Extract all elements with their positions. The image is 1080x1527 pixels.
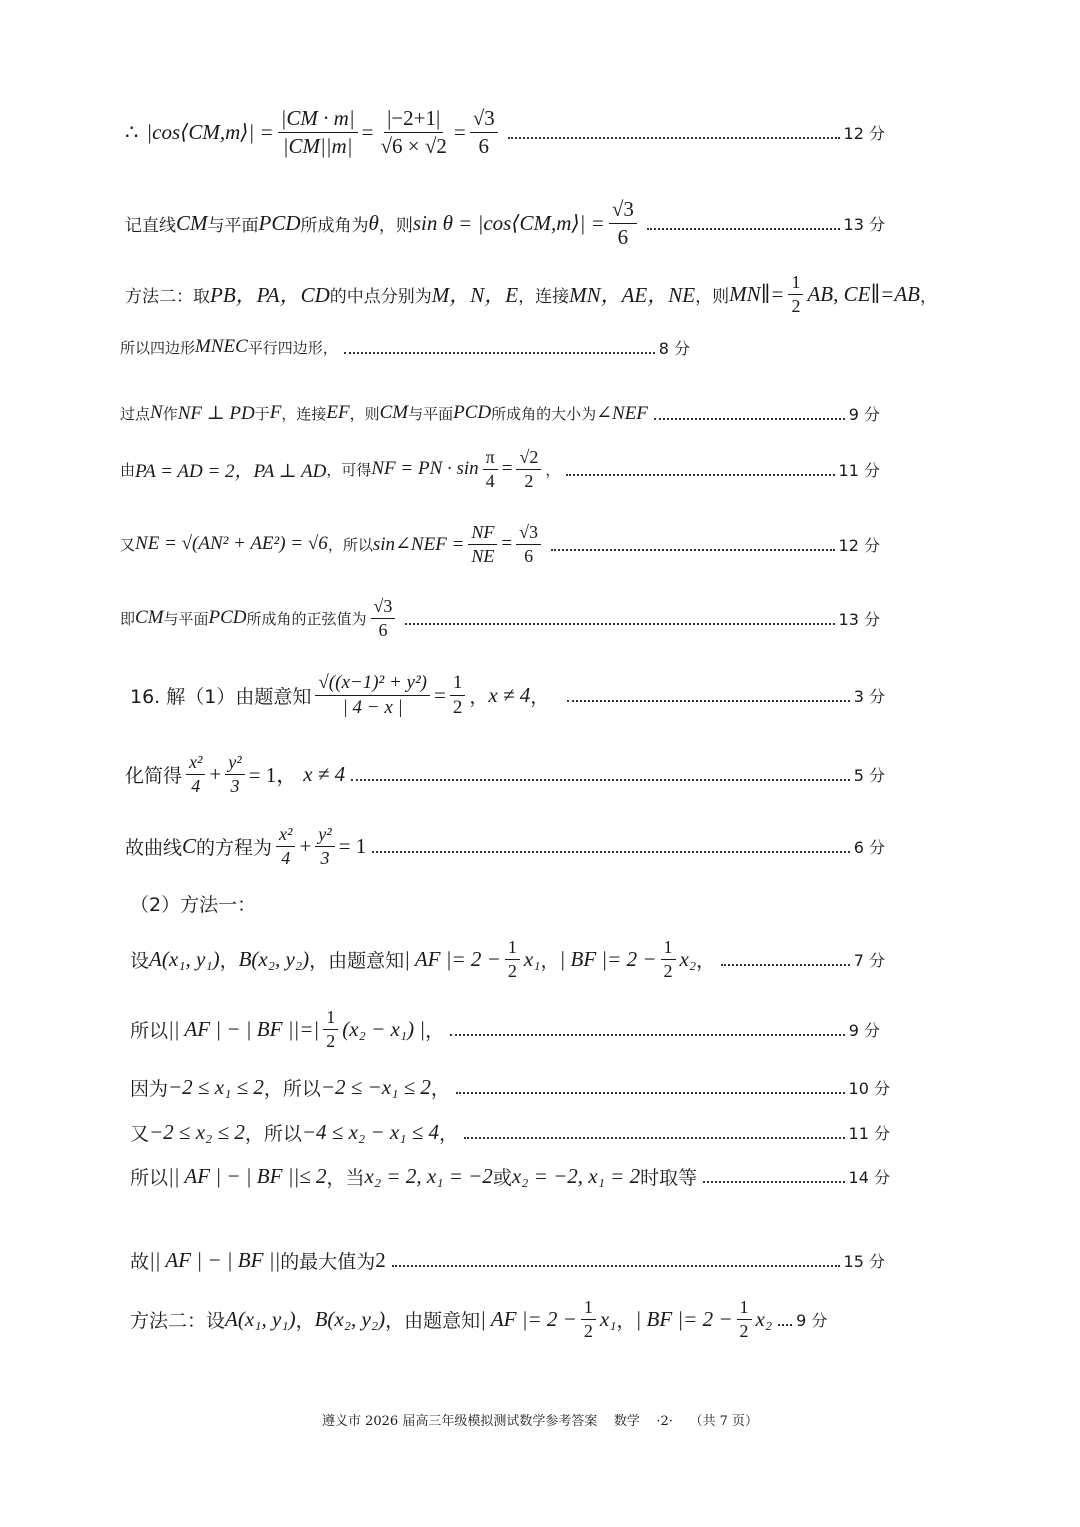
text-segment: ，连接 <box>281 404 327 423</box>
answer-line-19 <box>130 1290 885 1348</box>
math-segment: N <box>150 402 163 423</box>
fraction-x-squared: $\frac{\text{x²}}{4}$ <box>276 824 295 868</box>
text-segment: ， <box>295 1309 315 1332</box>
math-segment: −2 ≤ −x₁ ≤ 2 <box>320 1074 431 1099</box>
score-label: 14 分 <box>848 1167 890 1187</box>
leader-dots <box>551 549 835 551</box>
text-segment: 化简得 <box>125 764 183 787</box>
score-label: 10 分 <box>848 1078 890 1098</box>
math-segment: B(x₂, y₂) <box>238 946 310 971</box>
fraction-result: $\frac{√2}{2}$ <box>516 447 541 491</box>
math-segment: AB, CE∥=AB <box>807 281 921 306</box>
leader-dots <box>703 1181 844 1183</box>
equals-sign: = <box>361 119 374 144</box>
math-segment: NE = √(AN² + AE²) = √6 <box>135 533 328 554</box>
text-segment: ， <box>920 286 938 307</box>
math-segment: x ≠ 4 <box>303 761 346 786</box>
fraction-half: $\frac{1}{2}$ <box>788 272 803 316</box>
leader-dots <box>464 1137 845 1139</box>
text-segment: ， <box>219 949 239 972</box>
leader-dots <box>654 418 845 420</box>
text-segment: 于 <box>254 404 270 423</box>
math-segment: | BF |= 2 − <box>559 946 657 971</box>
math-segment: | AF |= 2 − <box>480 1306 577 1331</box>
score-label: 12 分 <box>843 123 885 143</box>
leader-dots <box>647 228 840 230</box>
text-segment: ， <box>696 949 716 972</box>
text-segment: ，则 <box>349 404 380 423</box>
math-segment: MNEC <box>195 336 248 357</box>
answer-line-2 <box>125 192 885 254</box>
text-segment: 所成角的正弦值为 <box>246 609 367 628</box>
text-segment: 又 <box>120 535 136 554</box>
fraction-dot-product: $\frac{|CM \cdot m|}{|CM||m|}$ <box>278 106 358 157</box>
math-segment: x₂ <box>755 1306 773 1331</box>
fraction-half: $\frac{1}{2}$ <box>450 672 466 719</box>
text-segment: ，所以 <box>327 535 373 554</box>
leader-dots <box>450 1034 845 1036</box>
score-label: 9 分 <box>796 1310 828 1330</box>
text-segment: 故 <box>130 1250 150 1273</box>
fraction-half: $\frac{1}{2}$ <box>581 1297 596 1341</box>
text-segment: ， <box>540 949 560 972</box>
equals-sign: = <box>453 119 466 144</box>
text-segment: ，当 <box>326 1166 365 1189</box>
text-segment: 所以 <box>130 1019 169 1042</box>
equals-sign: = <box>434 682 446 707</box>
math-segment: EF <box>326 402 350 423</box>
score-label: 5 分 <box>853 765 885 785</box>
math-segment: x ≠ 4 <box>488 682 531 707</box>
equals-sign: = <box>501 533 513 554</box>
math-segment: MN，AE，NE <box>569 283 696 307</box>
math-segment: ∠NEF <box>596 402 648 424</box>
math-segment: x₂ <box>679 946 697 971</box>
text-segment: ，则 <box>695 286 730 307</box>
leader-dots <box>778 1324 792 1326</box>
text-segment: ，连接 <box>518 286 570 307</box>
math-segment: 2 <box>375 1247 386 1272</box>
leader-dots <box>344 352 655 354</box>
math-segment: || AF | − | BF || <box>149 1247 281 1272</box>
math-segment: −4 ≤ x₂ − x₁ ≤ 4 <box>301 1119 440 1144</box>
plus-sign: + <box>299 833 312 858</box>
math-segment: θ <box>368 210 379 235</box>
leader-dots <box>721 964 850 966</box>
answer-line-13 <box>130 930 885 988</box>
leader-dots <box>405 623 834 625</box>
math-segment: −2 ≤ x₁ ≤ 2 <box>168 1074 264 1099</box>
leader-dots <box>372 851 849 853</box>
fraction-result: $\frac{√3}{6}$ <box>470 106 498 157</box>
answer-line-6 <box>120 440 880 498</box>
text-segment: ，所以 <box>244 1122 302 1145</box>
answer-line-5 <box>120 398 880 428</box>
score-label: 13 分 <box>838 609 880 629</box>
fraction-half: $\frac{1}{2}$ <box>323 1007 338 1051</box>
text-segment: ，所以 <box>263 1077 321 1100</box>
text-segment: 即 <box>120 609 136 628</box>
math-segment: CM <box>379 402 409 423</box>
leader-dots <box>456 1092 845 1094</box>
page-footer: 遵义市 2026 届高三年级模拟测试数学参考答案 数学 ·2· （共 7 页） <box>321 1414 758 1429</box>
answer-line-14 <box>130 1000 880 1058</box>
answer-line-7 <box>120 514 880 574</box>
score-label: 3 分 <box>853 686 885 706</box>
fraction-half: $\frac{1}{2}$ <box>737 1297 752 1341</box>
method-one-heading: （2）方法一： <box>130 893 257 916</box>
text-segment: ， <box>469 685 489 708</box>
math-segment: A(x₁, y₁) <box>149 946 220 971</box>
text-segment: 记直线 <box>125 215 176 236</box>
score-label: 15 分 <box>843 1251 885 1271</box>
text-segment: 所成角的大小为 <box>491 404 597 423</box>
fraction-y-squared: $\frac{\text{y²}}{3}$ <box>225 752 244 796</box>
answer-line-17 <box>130 1161 890 1191</box>
text-segment: 平行四边形， <box>247 338 338 357</box>
math-segment: x₁ <box>523 946 541 971</box>
math-segment: || AF | − | BF ||≤ 2 <box>168 1163 327 1188</box>
answer-line-8 <box>120 588 880 648</box>
fraction-result: $\frac{√3}{6}$ <box>371 596 396 640</box>
leader-dots <box>392 1265 840 1267</box>
math-segment: PCD <box>258 210 301 235</box>
answer-line-10 <box>125 746 885 802</box>
math-segment: A(x₁, y₁) <box>225 1306 296 1331</box>
math-segment: PCD <box>453 402 492 423</box>
fraction-half: $\frac{1}{2}$ <box>505 937 520 981</box>
fraction-half: $\frac{1}{2}$ <box>661 937 676 981</box>
text-segment: ，可得 <box>326 460 372 479</box>
leader-dots <box>351 779 850 781</box>
leader-dots <box>567 700 849 702</box>
math-segment: PCD <box>208 607 247 628</box>
math-segment: PB，PA，CD <box>210 283 330 307</box>
text-segment: 方法二：取 <box>125 286 210 307</box>
math-segment: −2 ≤ x₂ ≤ 2 <box>149 1119 245 1144</box>
text-segment: 过点 <box>120 404 151 423</box>
text-segment: 所成角为 <box>300 215 369 236</box>
plus-sign: + <box>209 761 222 786</box>
score-label: 7 分 <box>853 950 885 970</box>
text-segment: 时取等 <box>640 1166 698 1189</box>
text-segment: ，则 <box>378 215 413 236</box>
math-segment: NF = PN · sin <box>371 458 479 479</box>
text-segment: 或 <box>492 1166 512 1189</box>
equals-sign: = <box>501 458 513 479</box>
equals-one: = 1， <box>248 763 298 787</box>
math-segment: PA = AD = 2，PA ⊥ AD <box>135 460 327 482</box>
leader-dots <box>508 137 840 139</box>
text-segment: 的中点分别为 <box>329 286 432 307</box>
answer-line-12 <box>130 888 256 918</box>
fraction-pi-over-4: $\frac{\pi}{4}$ <box>483 447 498 491</box>
score-label: 6 分 <box>853 837 885 857</box>
fraction-result: $\frac{√3}{6}$ <box>516 522 541 566</box>
text-segment: 的最大值为 <box>280 1250 376 1273</box>
math-segment: F <box>269 402 282 423</box>
answer-line-4 <box>120 332 690 362</box>
text-segment: ， <box>425 1019 445 1042</box>
math-segment: x₁ <box>599 1306 617 1331</box>
score-label: 9 分 <box>848 404 880 424</box>
text-segment: 的方程为 <box>196 836 273 859</box>
math-segment: C <box>182 833 197 858</box>
text-segment: ， <box>530 685 550 708</box>
score-label: 8 分 <box>658 338 690 358</box>
cos-expression: |cos⟨CM,m⟩| = <box>146 119 274 144</box>
math-segment: B(x₂, y₂) <box>314 1306 386 1331</box>
method-two-heading: 方法二：设 <box>130 1309 226 1332</box>
fraction-value: $\frac{|-2+1|}{√6 \times √2}$ <box>380 106 447 158</box>
equals-one: = 1 <box>338 833 367 858</box>
text-segment: 作 <box>162 404 178 423</box>
math-segment: | BF |= 2 − <box>635 1306 733 1331</box>
text-segment: 与平面 <box>163 609 209 628</box>
answer-line-3 <box>125 266 975 322</box>
therefore-symbol: ∴ <box>125 119 139 144</box>
text-segment: 设 <box>130 949 150 972</box>
text-segment: 因为 <box>130 1077 169 1100</box>
score-label: 9 分 <box>848 1020 880 1040</box>
fraction-y-squared: $\frac{\text{y²}}{3}$ <box>315 824 334 868</box>
score-label: 11 分 <box>838 460 880 480</box>
math-segment: x₂ = 2, x₁ = −2 <box>364 1163 493 1188</box>
question-16-heading: 16. 解（1）由题意知 <box>130 685 312 708</box>
math-segment: || AF | − | BF ||=| <box>168 1016 320 1041</box>
text-segment: ，由题意知 <box>385 1309 481 1332</box>
text-segment: 与平面 <box>408 404 454 423</box>
sin-expression: sin θ = |cos⟨CM,m⟩| = <box>412 210 605 235</box>
score-label: 12 分 <box>838 535 880 555</box>
leader-dots <box>566 474 834 476</box>
answer-line-11 <box>125 818 885 874</box>
math-segment: (x₂ − x₁) | <box>342 1016 426 1041</box>
math-segment: CM <box>135 607 164 628</box>
text-segment: ， <box>430 1077 450 1100</box>
fraction-nf-ne: $\frac{NF}{NE}$ <box>468 522 497 566</box>
score-label: 13 分 <box>843 214 885 234</box>
text-segment: ， <box>439 1122 459 1145</box>
math-segment: x₂ = −2, x₁ = 2 <box>511 1163 641 1188</box>
text-segment: ， <box>616 1309 636 1332</box>
math-segment: sin∠NEF = <box>372 533 465 555</box>
fraction-distance-ratio: $\frac{\text{√((x−1)² + y²)}}{| 4 - x |}$ <box>315 672 430 719</box>
score-label: 11 分 <box>848 1123 890 1143</box>
text-segment: ，由题意知 <box>309 949 405 972</box>
text-segment: ， <box>545 460 561 479</box>
text-segment: 所以 <box>130 1166 169 1189</box>
math-segment: M，N，E <box>431 283 519 307</box>
text-segment: 与平面 <box>207 215 259 236</box>
math-segment: CM <box>176 210 208 235</box>
text-segment: 所以四边形 <box>120 338 196 357</box>
answer-line-1 <box>125 88 885 176</box>
text-segment: 由 <box>120 460 136 479</box>
math-segment: | AF |= 2 − <box>404 946 501 971</box>
math-segment: MN∥= <box>729 281 785 306</box>
answer-line-16 <box>130 1117 890 1147</box>
math-segment: NF ⊥ PD <box>177 402 255 424</box>
fraction-x-squared: $\frac{\text{x²}}{4}$ <box>186 752 205 796</box>
answer-line-18 <box>130 1245 885 1275</box>
answer-line-9 <box>130 662 885 728</box>
answer-line-15 <box>130 1072 890 1102</box>
text-segment: 又 <box>130 1122 150 1145</box>
fraction-result: $\frac{√3}{6}$ <box>609 197 637 248</box>
text-segment: 故曲线 <box>125 836 183 859</box>
